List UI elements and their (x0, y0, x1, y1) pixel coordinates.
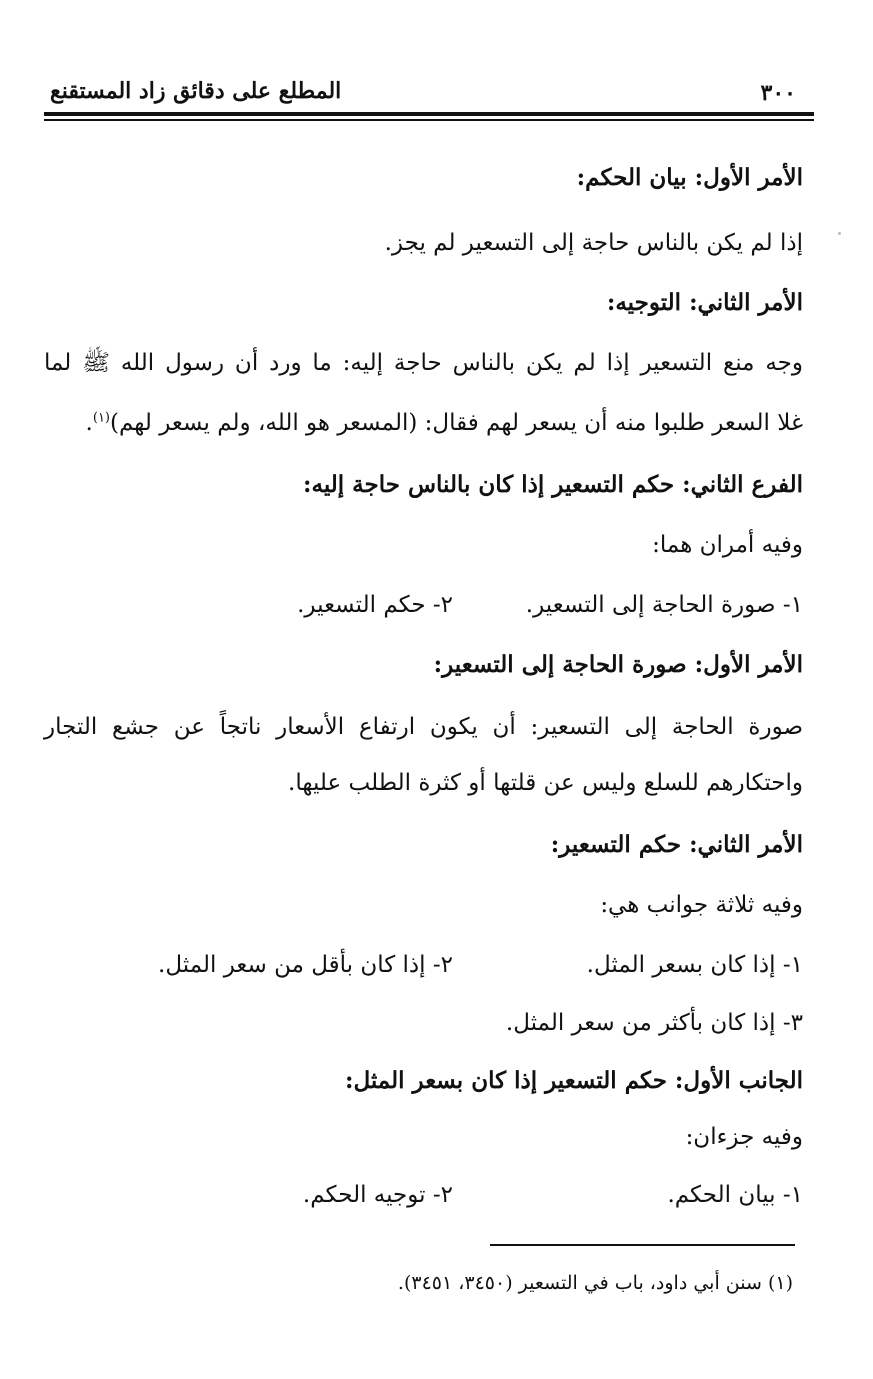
paragraph-justification-line2 (86, 408, 803, 438)
heading-second-branch: الفرع الثاني: حكم التسعير إذا كان بالناس حاجة إليه: (303, 471, 803, 498)
paragraph-three-aspects: وفيه ثلاثة جوانب هي: (600, 892, 803, 918)
sentence-end: . (85, 410, 93, 436)
list1-item2: ٢- حكم التسعير. (297, 592, 453, 618)
book-title: المطلع على دقائق زاد المستقنع (50, 78, 342, 104)
header-rule-thin (44, 119, 814, 121)
heading-second-matter-justification: الأمر الثاني: التوجيه: (606, 289, 803, 316)
paragraph-two-parts: وفيه جزءان: (685, 1124, 803, 1150)
header-rule-thick (44, 112, 814, 116)
paragraph-justification-line1: وجه منع التسعير إذا لم يكن بالناس حاجة إليه: ما ورد أن رسول الله ﷺ لما (44, 350, 803, 376)
heading-first-matter-need: الأمر الأول: صورة الحاجة إلى التسعير: (433, 651, 803, 678)
list2-item3: ٣- إذا كان بأكثر من سعر المثل. (505, 1010, 803, 1036)
footnote-ref: (١) (92, 410, 110, 426)
list1-item1: ١- صورة الحاجة إلى التسعير. (525, 592, 803, 618)
list2-item2: ٢- إذا كان بأقل من سعر المثل. (158, 952, 453, 978)
paragraph-two-matters: وفيه أمران هما: (652, 532, 803, 558)
heading-first-aspect: الجانب الأول: حكم التسعير إذا كان بسعر المثل: (344, 1067, 803, 1094)
paragraph-need-line1: صورة الحاجة إلى التسعير: أن يكون ارتفاع الأسعار ناتجاً عن جشع التجار (44, 714, 803, 740)
page-number: ٣٠٠ (760, 80, 796, 106)
list3-item1: ١- بيان الحكم. (667, 1182, 803, 1208)
paragraph-ruling: إذا لم يكن بالناس حاجة إلى التسعير لم يجز. (384, 230, 803, 256)
hadith-text: غلا السعر طلبوا منه أن يسعر لهم فقال: (المسعر هو الله، ولم يسعر لهم) (110, 410, 803, 436)
scan-speck (838, 232, 841, 235)
footnote-separator (490, 1244, 795, 1246)
heading-first-matter-ruling: الأمر الأول: بيان الحكم: (576, 164, 803, 191)
heading-second-matter-ruling: الأمر الثاني: حكم التسعير: (550, 831, 803, 858)
footnote-1: (١) سنن أبي داود، باب في التسعير (٣٤٥٠، ٣٤٥١). (397, 1272, 793, 1294)
paragraph-need-line2: واحتكارهم للسلع وليس عن قلتها أو كثرة الطلب عليها. (288, 770, 803, 796)
list3-item2: ٢- توجيه الحكم. (302, 1182, 453, 1208)
list2-item1: ١- إذا كان بسعر المثل. (586, 952, 803, 978)
